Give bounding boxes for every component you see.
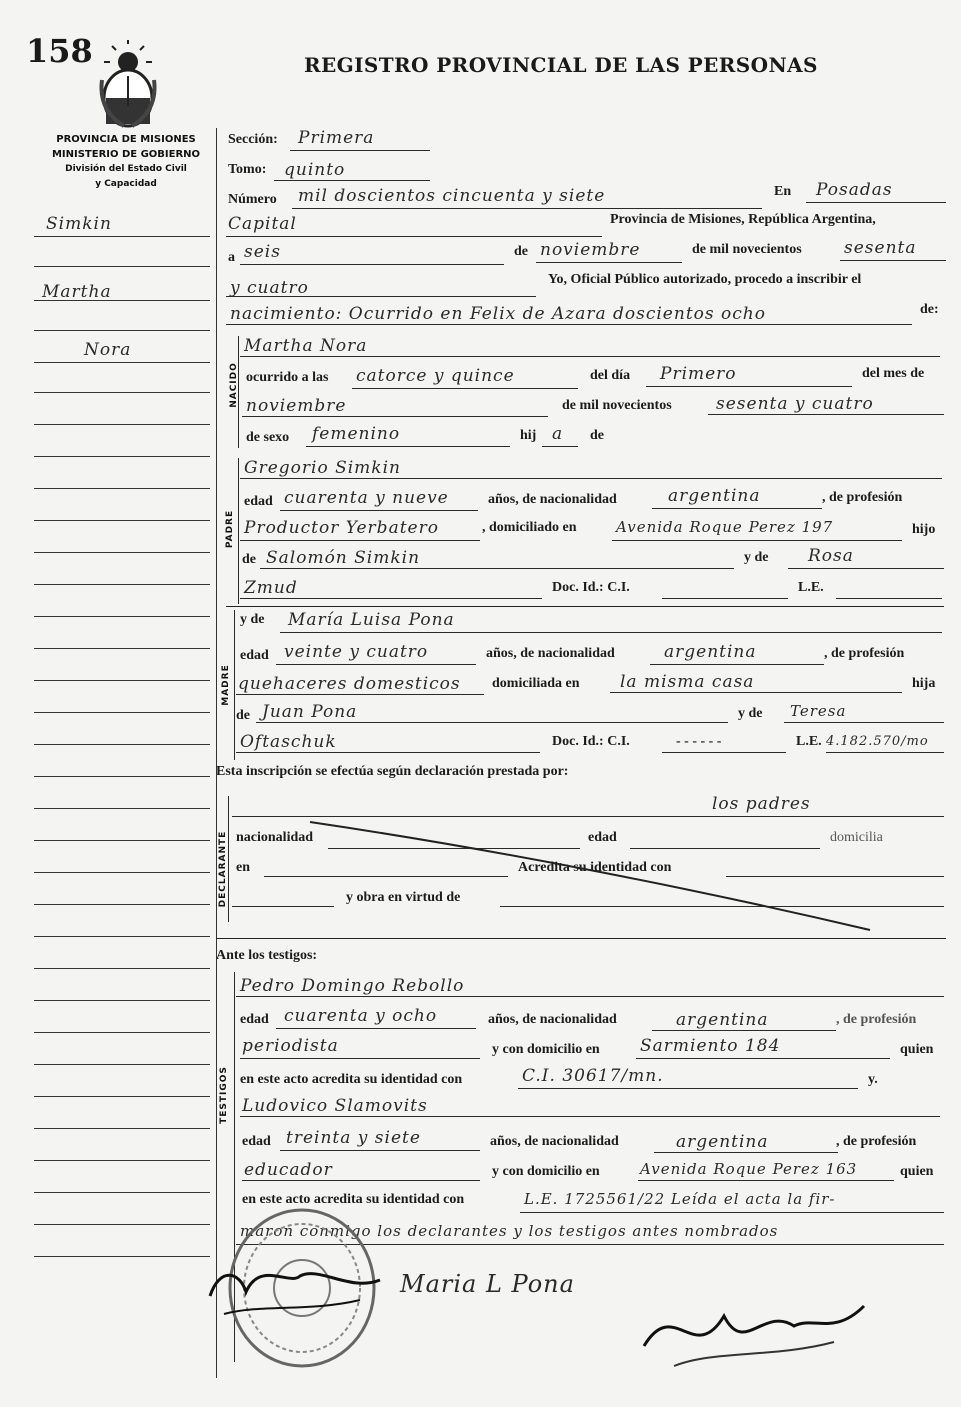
section-padre-label: PADRE: [225, 509, 235, 549]
t2-id-value: L.E. 1725561/22 Leída el acta la fir-: [524, 1190, 836, 1208]
madre-y-de2-label: y de: [738, 706, 763, 721]
padre-prof-value: Productor Yerbatero: [244, 518, 439, 538]
t2-edad-value: treinta y siete: [286, 1128, 421, 1148]
seccion-value: Primera: [298, 128, 375, 148]
numero-label: Número: [228, 192, 277, 207]
t1-quien-label: quien: [900, 1042, 934, 1057]
padre-y-de-label: y de: [744, 550, 769, 565]
declarante-edad-label: edad: [588, 830, 617, 845]
madre-padre-value: Juan Pona: [262, 702, 358, 722]
madre-nac-value: argentina: [664, 642, 757, 662]
padre-madre-value: Rosa: [808, 546, 854, 566]
signature-madre-text: Maria L Pona: [400, 1270, 575, 1298]
madre-nombre-value: María Luisa Pona: [288, 610, 455, 630]
madre-edad-label: edad: [240, 648, 269, 663]
t1-prof-value: periodista: [242, 1036, 339, 1056]
del-dia-label: del día: [590, 368, 631, 383]
madre-dom-value: la misma casa: [620, 672, 755, 692]
hora-value: catorce y quince: [356, 366, 515, 386]
de2-label: de: [590, 428, 604, 443]
padre-madre2-value: Zmud: [244, 578, 298, 598]
padre-edad-value: cuarenta y nueve: [284, 488, 449, 508]
t2-domicilio-label: y con domicilio en: [492, 1164, 600, 1179]
seccion-label: Sección:: [228, 132, 278, 147]
numero-value: mil doscientos cincuenta y siete: [298, 186, 606, 206]
hij-label: hij: [520, 428, 537, 443]
anio2-value: y cuatro: [230, 278, 309, 298]
madre-edad-value: veinte y cuatro: [284, 642, 429, 662]
padre-profesion-label: , de profesión: [822, 490, 903, 505]
padre-le-label: L.E.: [798, 580, 824, 595]
de-sexo-label: de sexo: [246, 430, 290, 445]
de-colon-label: de:: [920, 302, 939, 317]
margin-middle-name: Nora: [84, 340, 132, 360]
padre-dom-value: Avenida Roque Perez 197: [616, 518, 834, 536]
hijo-label: hijo: [912, 522, 936, 537]
ante-testigos-label: Ante los testigos:: [216, 948, 318, 963]
hij-suffix-value: a: [552, 424, 564, 444]
coat-of-arms-icon: [96, 40, 160, 128]
t1-edad-value: cuarenta y ocho: [284, 1006, 438, 1026]
madre-madre-value: Teresa: [790, 702, 847, 720]
padre-doc-label: Doc. Id.: C.I.: [552, 580, 630, 595]
anio3-value: sesenta y cuatro: [716, 394, 874, 414]
domiciliado-label: , domiciliado en: [482, 520, 577, 535]
page-number: 158: [26, 32, 93, 70]
madre-bracket: [234, 610, 235, 760]
del-mes-label: del mes de: [862, 366, 925, 381]
padre-anios-label: años, de nacionalidad: [488, 492, 617, 507]
de-mil2-label: de mil novecientos: [562, 398, 672, 413]
mes-value: noviembre: [540, 240, 641, 260]
agency-line-2: MINISTERIO DE GOBIERNO: [51, 149, 201, 160]
madre-le-value: 4.182.570/mo: [826, 734, 929, 749]
nacido-nombre-value: Martha Nora: [244, 336, 368, 356]
agency-line-1: PROVINCIA DE MISIONES: [56, 134, 196, 145]
t1-domicilio-label: y con domicilio en: [492, 1042, 600, 1057]
t1-y-label: y.: [868, 1072, 878, 1087]
margin-first-name: Martha: [42, 282, 112, 302]
t1-nac-value: argentina: [676, 1010, 769, 1030]
t2-dom-value: Avenida Roque Perez 163: [640, 1160, 858, 1178]
a-dia-value: seis: [244, 242, 281, 262]
declarante-en-label: en: [236, 860, 250, 875]
t2-nac-value: argentina: [676, 1132, 769, 1152]
nacimiento-value: nacimiento: Ocurrido en Felix de Azara doscientos ocho: [230, 304, 766, 324]
madre-le-label: L.E.: [796, 734, 822, 749]
padre-nombre-value: Gregorio Simkin: [244, 458, 401, 478]
padre-separator: [226, 606, 944, 607]
madre-profesion-label: , de profesión: [824, 646, 905, 661]
y-obra-label: y obra en virtud de: [346, 890, 461, 905]
ocurrido-label: ocurrido a las: [246, 370, 329, 385]
padre-nac-value: argentina: [668, 486, 761, 506]
madre-doc-label: Doc. Id.: C.I.: [552, 734, 630, 749]
esta-inscripcion-label: Esta inscripción se efectúa según declaración prestada por:: [216, 764, 569, 779]
signature-officer-icon: [634, 1286, 874, 1386]
t1-anios-label: años, de nacionalidad: [488, 1012, 617, 1027]
t1-dom-value: Sarmiento 184: [640, 1036, 781, 1056]
padre-edad-label: edad: [244, 494, 273, 509]
madre-prof-value: quehaceres domesticos: [238, 674, 461, 694]
signature-official-icon: [200, 1256, 400, 1328]
testigo2-nombre-value: Ludovico Slamovits: [242, 1096, 428, 1116]
page-title: REGISTRO PROVINCIAL DE LAS PERSONAS: [304, 53, 818, 77]
acredita-label: Acredita su identidad con: [518, 860, 672, 875]
t2-acto-label: en este acto acredita su identidad con: [242, 1192, 465, 1207]
padre-de-label: de: [242, 552, 256, 567]
agency-block: [36, 132, 216, 192]
section-declarante-label: DECLARANTE: [218, 830, 228, 908]
t2-quien-label: quien: [900, 1164, 934, 1179]
madre-y-de-label: y de: [240, 612, 265, 627]
de-mil-label: de mil novecientos: [692, 242, 802, 257]
anio-value: sesenta: [844, 238, 917, 258]
t1-id-value: C.I. 30617/mn.: [522, 1066, 664, 1086]
declarante-bracket: [228, 796, 229, 922]
t2-anios-label: años, de nacionalidad: [490, 1134, 619, 1149]
declarante-value: los padres: [712, 794, 811, 814]
padre-bracket: [238, 458, 239, 604]
madre-madre2-value: Oftaschuk: [240, 732, 337, 752]
hija-label: hija: [912, 676, 936, 691]
madre-anios-label: años, de nacionalidad: [486, 646, 615, 661]
section-madre-label: MADRE: [221, 664, 231, 706]
firman-value: maron conmigo los declarantes y los testigos antes nombrados: [240, 1222, 779, 1240]
cancellation-stroke: [280, 800, 900, 940]
dia-value: Primero: [660, 364, 737, 384]
madre-ci-value: - - - - - -: [676, 734, 722, 749]
margin-surname: Simkin: [46, 214, 112, 234]
padre-padre-value: Salomón Simkin: [266, 548, 421, 568]
tomo-label: Tomo:: [228, 162, 267, 177]
agency-line-4: y Capacidad: [95, 179, 157, 189]
declarante-nacionalidad-label: nacionalidad: [236, 830, 314, 845]
domiciliada-label: domiciliada en: [492, 676, 580, 691]
margin-divider: [216, 128, 217, 1378]
section-nacido-label: NACIDO: [229, 362, 239, 408]
t1-acto-label: en este acto acredita su identidad con: [240, 1072, 463, 1087]
en-label: En: [774, 184, 792, 199]
agency-line-3: División del Estado Civil: [65, 164, 187, 174]
t2-edad-label: edad: [242, 1134, 271, 1149]
section-testigos-label: TESTIGOS: [219, 1066, 229, 1124]
tomo-value: quinto: [284, 160, 346, 180]
provincia-label: Provincia de Misiones, República Argentina,: [610, 212, 876, 227]
t1-edad-label: edad: [240, 1012, 269, 1027]
yo-oficial-label: Yo, Oficial Público autorizado, procedo a inscribir el: [548, 272, 862, 287]
t2-profesion-label: , de profesión: [836, 1134, 917, 1149]
sexo-value: femenino: [312, 424, 401, 444]
t2-prof-value: educador: [244, 1160, 333, 1180]
madre-de-label: de: [236, 708, 250, 723]
testigo1-nombre-value: Pedro Domingo Rebollo: [240, 976, 465, 996]
a-label: a: [228, 250, 235, 265]
declarante-domicilia-label: domicilia: [830, 830, 883, 845]
t1-profesion-label: , de profesión: [836, 1012, 917, 1027]
mes2-value: noviembre: [246, 396, 347, 416]
de-label: de: [514, 244, 528, 259]
en-value: Posadas: [816, 180, 893, 200]
capital-value: Capital: [228, 214, 297, 234]
declarante-separator: [216, 938, 946, 939]
